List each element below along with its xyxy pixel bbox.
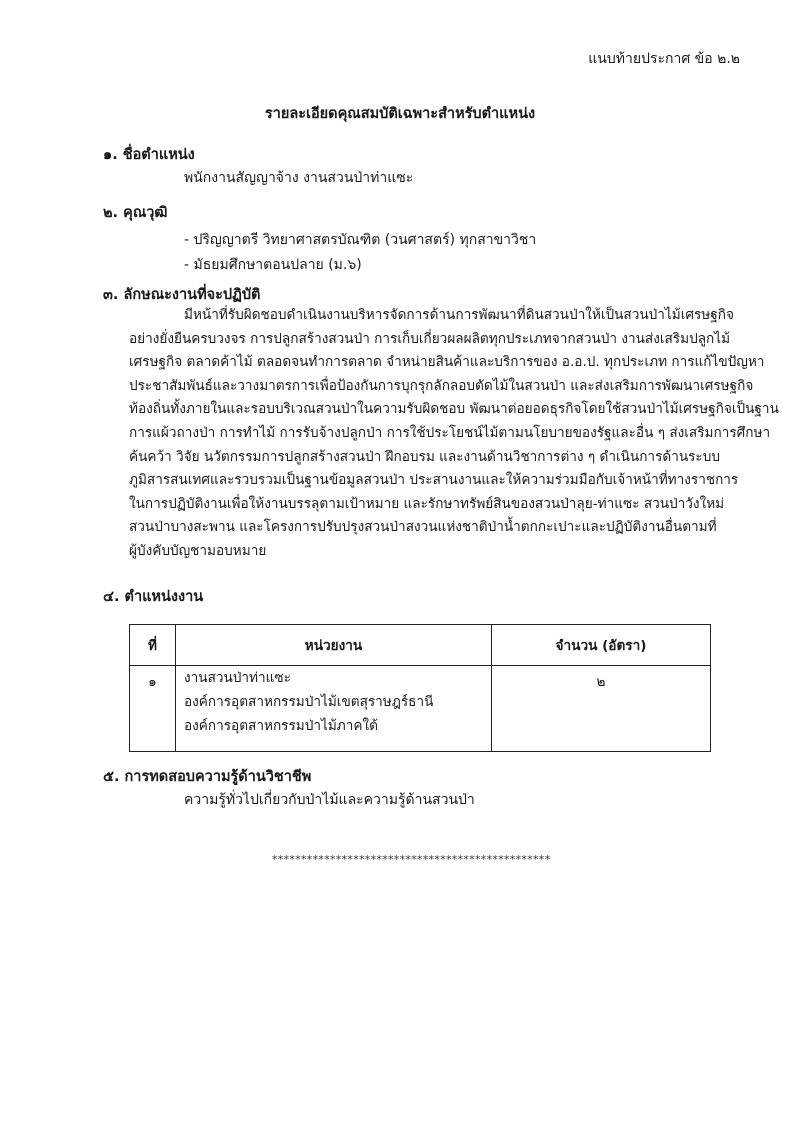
duties-line: การแผ้วถางป่า การทำไม้ การรับจ้างปลูกป่า การใช้ประโยชน์ไม้ตามนโยบายของรัฐและอื่น ๆ ส่งเสริมการศึกษา (129, 424, 771, 441)
header-unit: หน่วยงาน (176, 625, 492, 666)
section-2-heading: ๒. คุณวุฒิ (103, 205, 168, 221)
table-row (130, 666, 711, 752)
cell-count: ๒ (492, 666, 711, 752)
position-name-value: พนักงานสัญญาจ้าง งานสวนป่าท่าแซะ (184, 170, 414, 186)
duties-line: ท้องถิ่นทั้งภายในและรอบบริเวณสวนป่าในความรับผิดชอบ พัฒนาต่อยอดธุรกิจโดยใช้สวนป่าไม้เศรษฐกิจเป็นฐาน (129, 401, 779, 418)
duties-line: ภูมิสารสนเทศและรวบรวมเป็นฐานข้อมูลสวนป่า ประสานงานและให้ความร่วมมือกับเจ้าหน้าที่ทางราชการ (129, 472, 739, 489)
header-no: ที่ (130, 625, 176, 666)
duties-line: ผู้บังคับบัญชามอบหมาย (129, 542, 267, 559)
document-title: รายละเอียดคุณสมบัติเฉพาะสำหรับตำแหน่ง (264, 106, 536, 122)
duties-line: ประชาสัมพันธ์และวางมาตรการเพื่อป้องกันการบุกรุกลักลอบตัดไม้ในสวนป่า และส่งเสริมการพัฒนาเศรษฐกิจ (129, 377, 754, 394)
end-marker-divider: ************************************************ (272, 853, 551, 866)
unit-line: องค์การอุตสาหกรรมป่าไม้ภาคใต้ (184, 718, 378, 734)
duties-line: สวนป่าบางสะพาน และโครงการปรับปรุงสวนป่าสงวนแห่งชาติป่าน้ำตกกะเปาะและปฏิบัติงานอื่นตามที่ (129, 519, 717, 536)
duties-line: อย่างยั่งยืนครบวงจร การปลูกสร้างสวนป่า การเก็บเกี่ยวผลผลิตทุกประเภทจากสวนป่า งานส่งเสริมปลูกไม้ (129, 330, 731, 347)
duties-line: ค้นคว้า วิจัย นวัตกรรมการปลูกสร้างสวนป่า ฝึกอบรม และงานด้านวิชาการต่าง ๆ ดำเนินการด้านระบบ (129, 448, 720, 465)
section-3-heading: ๓. ลักษณะงานที่จะปฏิบัติ (103, 287, 261, 303)
section-1-heading: ๑. ชื่อตำแหน่ง (103, 147, 195, 163)
duties-paragraph (129, 304, 779, 564)
positions-table (129, 624, 711, 752)
table-header-row (130, 625, 711, 666)
duties-line: มีหน้าที่รับผิดชอบดำเนินงานบริหารจัดการด้านการพัฒนาที่ดินสวนป่าให้เป็นสวนป่าไม้เศรษฐกิจ (184, 307, 734, 323)
qualification-item: - ปริญญาตรี วิทยาศาสตรบัณฑิต (วนศาสตร์) ทุกสาขาวิชา (184, 232, 537, 248)
header-count: จำนวน (อัตรา) (492, 625, 711, 666)
annex-reference: แนบท้ายประกาศ ข้อ ๒.๒ (588, 51, 740, 67)
unit-line: งานสวนป่าท่าแซะ (184, 670, 291, 686)
section-4-heading: ๔. ตำแหน่งงาน (103, 589, 204, 605)
cell-no: ๑ (130, 666, 176, 752)
section-5-heading: ๕. การทดสอบความรู้ด้านวิชาชีพ (103, 769, 312, 785)
duties-line: เศรษฐกิจ ตลาดค้าไม้ ตลอดจนทำการตลาด จำหน่ายสินค้าและบริการของ อ.อ.ป. ทุกประเภท การแก้ไขปัญหา (129, 354, 765, 371)
unit-line: องค์การอุตสาหกรรมป่าไม้เขตสุราษฎร์ธานี (184, 694, 434, 710)
duties-line: ในการปฏิบัติงานเพื่อให้งานบรรลุตามเป้าหมาย และรักษาทรัพย์สินของสวนป่าลุย-ท่าแซะ สวนป่าวังใหม่ (129, 495, 725, 512)
cell-unit (176, 666, 492, 752)
exam-value: ความรู้ทั่วไปเกี่ยวกับป่าไม้และความรู้ด้านสวนป่า (184, 792, 475, 808)
qualification-item: - มัธยมศึกษาตอนปลาย (ม.๖) (184, 257, 362, 273)
